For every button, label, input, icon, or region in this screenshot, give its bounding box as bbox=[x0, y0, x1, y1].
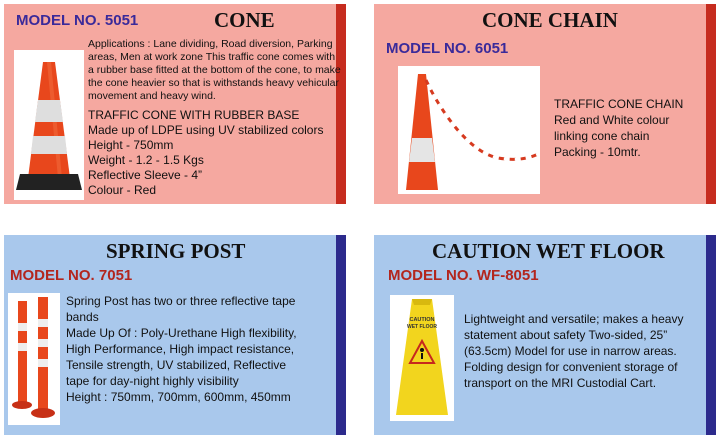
cone-model-number: MODEL NO. 5051 bbox=[16, 12, 139, 29]
spring-post-photo bbox=[8, 293, 60, 425]
spring-post-card-side-bar bbox=[336, 235, 346, 435]
cone-title: CONE bbox=[214, 8, 275, 32]
cone-chain-card-side-bar bbox=[706, 4, 716, 204]
wet-floor-card bbox=[374, 235, 716, 435]
cone-chain-image bbox=[398, 66, 540, 194]
cone-photo bbox=[14, 50, 84, 200]
cone-card bbox=[4, 4, 346, 204]
cone-specs-text: TRAFFIC CONE WITH RUBBER BASE Made up of LDPE using UV stabilized colors Height - 750mm Weight - 1.2 - 1.5 Kgs Reflective Sleeve - 4” Colour - Red bbox=[88, 108, 324, 197]
wet-floor-model-number: MODEL NO. WF-8051 bbox=[388, 267, 539, 284]
cone-chain-photo bbox=[398, 66, 540, 194]
wet-floor-sign-photo bbox=[390, 295, 454, 421]
spring-post-model-number: MODEL NO. 7051 bbox=[10, 267, 133, 284]
wet-floor-description: Lightweight and versatile; makes a heavy statement about safety Two-sided, 25” (63.5cm) Model for use in narrow areas. Folding design for convenient storage of transport on the MRI Custodial Cart. bbox=[464, 312, 684, 390]
cone-applications-text: Applications : Lane dividing, Road diversion, Parking areas, Men at work zone This traffic cone comes with a rubber base fitted at the bottom of the cone, to make the cone heavier so that is withstands heavy vehicular movement and heavy wind. bbox=[88, 38, 341, 102]
cone-chain-card bbox=[374, 4, 716, 204]
cone-card-side-bar bbox=[336, 4, 346, 204]
wet-floor-sign-image bbox=[390, 295, 454, 421]
spring-post-title: SPRING POST bbox=[106, 239, 246, 263]
wet-floor-card-side-bar bbox=[706, 235, 716, 435]
svg-text:WET FLOOR: WET FLOOR bbox=[407, 324, 437, 330]
traffic-cone-image bbox=[14, 50, 84, 200]
spring-post-card bbox=[4, 235, 346, 435]
svg-text:CAUTION: CAUTION bbox=[409, 317, 435, 323]
spring-post-description: Spring Post has two or three reflective tape bands Made Up Of : Poly-Urethane High flexibility, High Performance, High impact resistance, Tensile strength, UV stabilized, Reflective tape for day-night highly visibility Height : 750mm, 700mm, 600mm, 450mm bbox=[66, 294, 297, 404]
cone-chain-title: CONE CHAIN bbox=[482, 8, 618, 32]
cone-chain-model-number: MODEL NO. 6051 bbox=[386, 40, 509, 57]
spring-post-image bbox=[8, 293, 60, 425]
wet-floor-title: CAUTION WET FLOOR bbox=[432, 239, 665, 263]
cone-chain-description: TRAFFIC CONE CHAIN Red and White colour linking cone chain Packing - 10mtr. bbox=[554, 97, 684, 159]
